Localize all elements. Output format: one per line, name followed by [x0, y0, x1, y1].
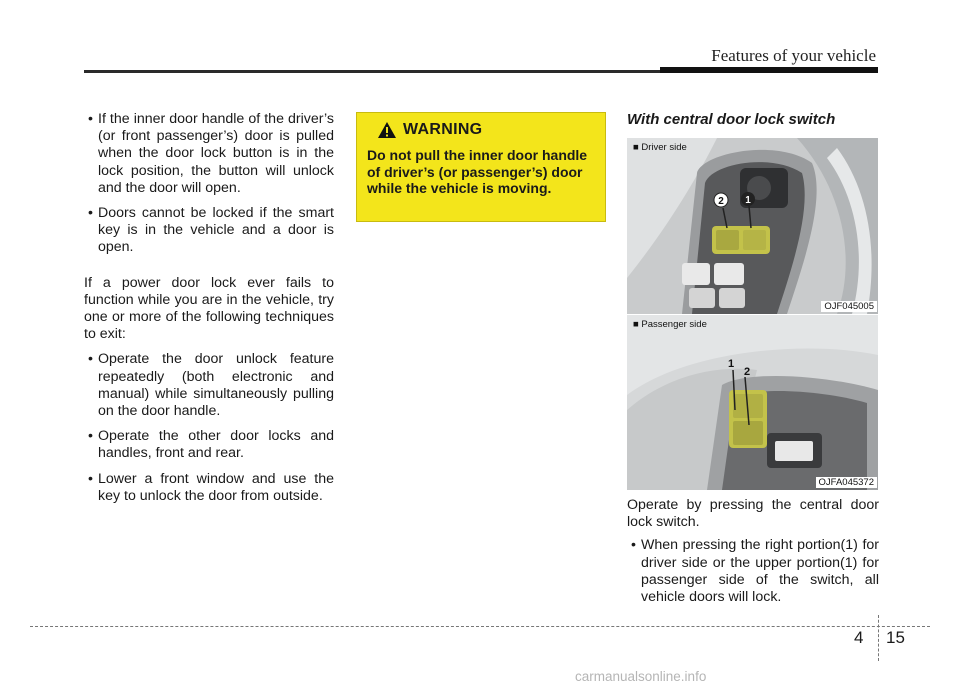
body-paragraph: If a power door lock ever fails to function while you are in the vehicle, try one or more of the following techniques to exit: — [84, 274, 334, 343]
warning-text: Do not pull the inner door handle of driver’s (or passenger’s) door while the vehicle is moving. — [367, 147, 588, 196]
header-rule-accent — [660, 67, 878, 73]
bullet-item: • Operate the door unlock feature repeatedly (both electronic and manual) while simultaneously pulling on the door handle. — [84, 351, 334, 420]
left-column — [84, 111, 334, 513]
figure-label-1: 1 — [745, 195, 751, 206]
driver-side-figure — [627, 138, 878, 314]
figure-code: OJFA045372 — [816, 477, 877, 488]
chapter-number: 4 — [854, 628, 864, 647]
figure-label-2: 2 — [718, 196, 724, 207]
bullet-item: • When pressing the right portion(1) for driver side or the upper portion(1) for passenger side of the switch, all vehicle doors will lock. — [627, 537, 879, 606]
page-number-divider — [878, 615, 879, 661]
warning-triangle-icon — [377, 121, 397, 139]
bullet-item: • Lower a front window and use the key to unlock the door from outside. — [84, 471, 334, 505]
figure-code: OJF045005 — [821, 301, 877, 312]
warning-header — [367, 121, 595, 139]
bullet-item: • Doors cannot be locked if the smart key is in the vehicle and a door is open. — [84, 205, 334, 257]
body-paragraph: Operate by pressing the central door lock switch. — [627, 497, 879, 531]
figure-label-2: 2 — [743, 366, 751, 378]
page-number: 15 — [886, 628, 905, 647]
watermark: carmanualsonline.info — [575, 669, 707, 684]
driver-door-switch-illustration — [627, 138, 878, 314]
warning-box — [356, 112, 606, 222]
passenger-door-switch-illustration — [627, 315, 878, 490]
right-column-text — [627, 497, 879, 614]
section-title: With central door lock switch — [627, 111, 836, 128]
warning-title: WARNING — [403, 121, 483, 138]
bullet-item: • If the inner door handle of the driver’s (or front passenger’s) door is pulled when the door lock button is in the lock position, the button will unlock and the door will open. — [84, 111, 334, 197]
figure-label-1: 1 — [727, 358, 735, 370]
figure-caption: ■ Driver side — [633, 142, 687, 153]
bullet-item: • Operate the other door locks and handles, front and rear. — [84, 428, 334, 462]
footer-rule — [30, 626, 930, 627]
header-title: Features of your vehicle — [711, 46, 876, 65]
figure-caption: ■ Passenger side — [633, 319, 707, 330]
passenger-side-figure — [627, 315, 878, 490]
